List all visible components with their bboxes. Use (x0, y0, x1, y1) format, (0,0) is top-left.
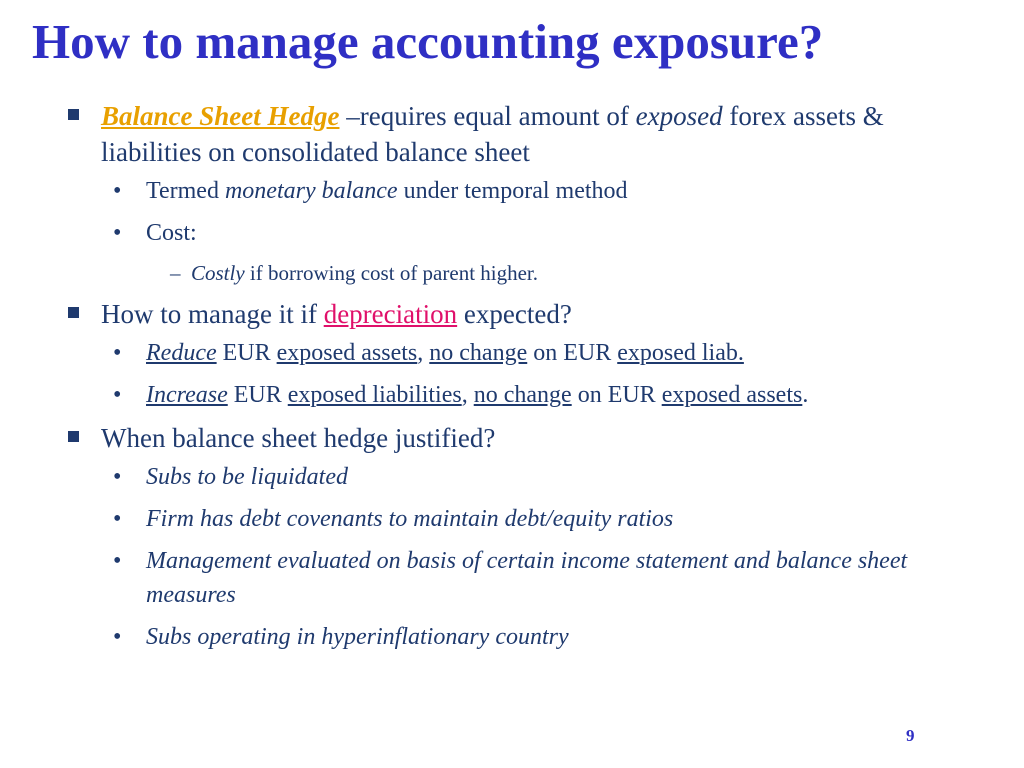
sub-sub-bullet-costly (0, 258, 1024, 288)
square-bullet-icon (68, 109, 79, 120)
dot-bullet-icon: • (113, 464, 122, 490)
text: forex assets & liabilities on consolidated balance sheet (101, 101, 884, 167)
dot-bullet-icon: • (113, 220, 122, 246)
text: Cost: (146, 220, 197, 246)
bullet-item-balance-sheet-hedge (0, 98, 1024, 170)
text: Subs to be liquidated (146, 464, 348, 490)
dot-bullet-icon: • (113, 506, 122, 532)
text: How to manage it if (101, 299, 324, 329)
sub-bullet-management-evaluated (0, 544, 1024, 612)
slide-content (0, 98, 1024, 662)
sub-bullet-liquidated (0, 460, 1024, 494)
sub-bullet-hyperinflationary (0, 620, 1024, 654)
text: Termed (146, 178, 225, 204)
sub-bullet-increase (0, 378, 1024, 412)
text: Subs operating in hyperinflationary country (146, 624, 569, 650)
text: Firm has debt covenants to maintain debt/equity ratios (146, 506, 674, 532)
dot-bullet-icon: • (113, 624, 122, 650)
dot-bullet-icon: • (113, 178, 122, 204)
text: on EUR (571, 382, 662, 408)
no-change-link[interactable]: no change (429, 340, 528, 366)
costly-emphasis: Costly (191, 261, 245, 285)
text: Management evaluated on basis of certain income statement and balance sheet measures (146, 548, 908, 608)
slide-title: How to manage accounting exposure? (32, 14, 824, 69)
increase-link[interactable]: Increase (146, 382, 228, 408)
text: . (802, 382, 809, 408)
sub-bullet-cost (0, 216, 1024, 250)
monetary-balance-emphasis: monetary balance (224, 178, 398, 204)
reduce-link[interactable]: Reduce (146, 340, 217, 366)
text: , (417, 340, 430, 366)
sub-bullet-reduce (0, 336, 1024, 370)
text: if borrowing cost of parent higher. (244, 261, 539, 285)
square-bullet-icon (68, 431, 79, 442)
dash-bullet-icon: – (170, 261, 181, 285)
bullet-item-depreciation (0, 296, 1024, 332)
dot-bullet-icon: • (113, 548, 122, 574)
text: When balance sheet hedge justified? (101, 423, 496, 453)
exposed-emphasis: exposed (635, 101, 723, 131)
dot-bullet-icon: • (113, 340, 122, 366)
exposed-assets-link[interactable]: exposed assets (661, 382, 803, 408)
text: on EUR (527, 340, 618, 366)
depreciation-link[interactable]: depreciation (323, 299, 458, 329)
no-change-link[interactable]: no change (473, 382, 572, 408)
sub-bullet-monetary-balance (0, 174, 1024, 208)
text: –requires equal amount of (339, 101, 636, 131)
bullet-item-justified (0, 420, 1024, 456)
exposed-liab-link[interactable]: exposed liab. (617, 340, 744, 366)
dot-bullet-icon: • (113, 382, 122, 408)
exposed-liabilities-link[interactable]: exposed liabilities (287, 382, 462, 408)
balance-sheet-hedge-term: Balance Sheet Hedge (101, 101, 340, 131)
sub-bullet-debt-covenants (0, 502, 1024, 536)
text: expected? (457, 299, 572, 329)
page-number: 9 (906, 726, 915, 745)
text: EUR (227, 382, 288, 408)
text: EUR (216, 340, 277, 366)
exposed-assets-link[interactable]: exposed assets (276, 340, 418, 366)
square-bullet-icon (68, 307, 79, 318)
text: under temporal method (397, 178, 628, 204)
text: , (461, 382, 474, 408)
